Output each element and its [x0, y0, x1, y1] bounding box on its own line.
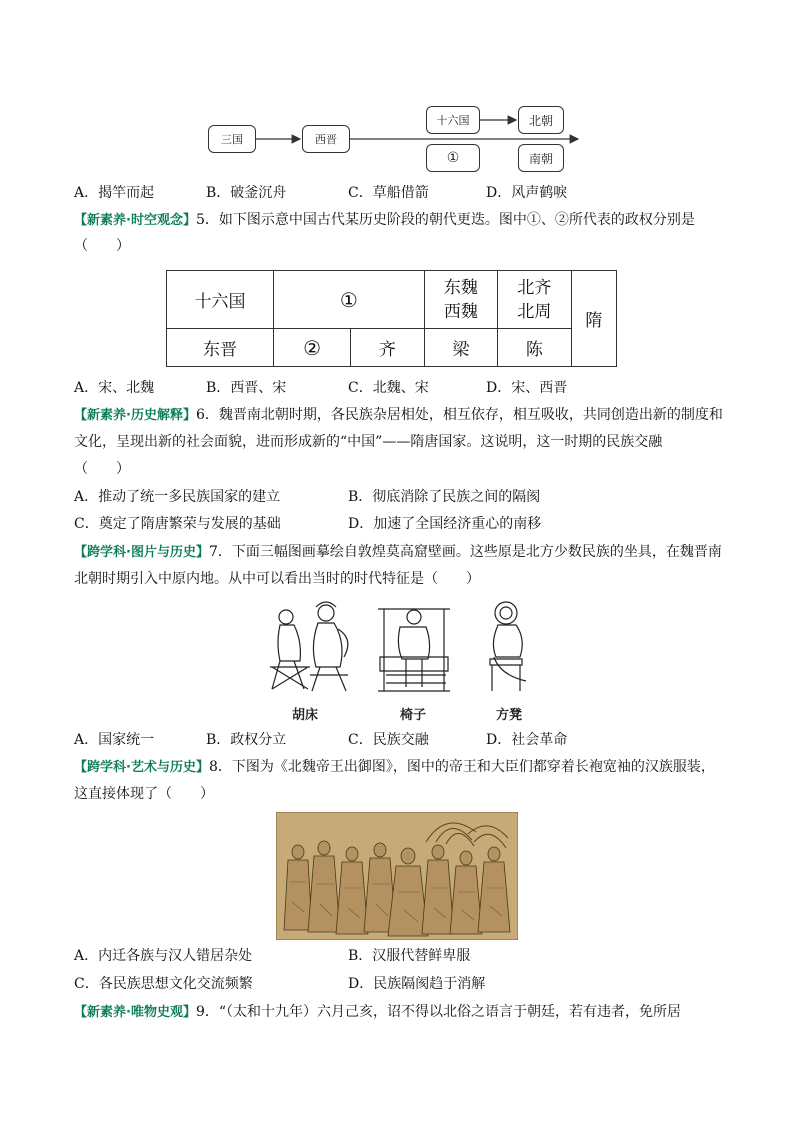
flow-box-beichao: 北朝: [518, 106, 564, 134]
q4-option-b: B．破釜沉舟: [206, 185, 287, 201]
huchuang-drawing: [270, 602, 348, 691]
cell-beiqi: 北齐: [517, 277, 552, 298]
cell-chen: 陈: [498, 329, 572, 367]
flow-box-nanchao: 南朝: [518, 144, 564, 172]
q6-option-b: B．彻底消除了民族之间的隔阂: [348, 489, 541, 505]
q6-option-a: A．推动了统一多民族国家的建立: [74, 489, 281, 505]
q6-tag: 【新素养·历史解释】: [74, 408, 196, 423]
cell-dongwei-xiwei: [424, 271, 498, 329]
cell-shiliuguo: 十六国: [167, 271, 274, 329]
cell-xiwei: 西魏: [443, 301, 478, 322]
q5-option-d: D．宋、西晋: [486, 380, 568, 396]
q5-option-a: A．宋、北魏: [74, 380, 155, 396]
q7-option-b: B．政权分立: [206, 732, 287, 748]
q6-option-d: D．加速了全国经济重心的南移: [348, 516, 542, 532]
q5-question: [74, 210, 695, 231]
q8-option-d: D．民族隔阂趋于消解: [348, 976, 486, 992]
q4-option-a: A．揭竿而起: [74, 185, 155, 201]
cell-dongjin: 东晋: [167, 329, 274, 367]
q7-text-1: 7．下面三幅图画摹绘自敦煌莫高窟壁画。这些原是北方少数民族的坐具，在魏晋南: [208, 544, 722, 560]
flow-arrows: [0, 0, 794, 200]
q5-dynasty-table: [166, 270, 617, 367]
q7-tag: 【跨学科·图片与历史】: [74, 545, 209, 560]
beiwei-procession-image: [276, 812, 518, 940]
cell-circle2: ②: [273, 329, 350, 367]
q8-text-1: 8．下图为《北魏帝王出御图》，图中的帝王和大臣们都穿着长袍宽袖的汉族服装，: [208, 759, 715, 775]
caption-fangdeng: 方凳: [496, 708, 523, 723]
q6-option-c: C．奠定了隋唐繁荣与发展的基础: [74, 516, 281, 532]
q8-option-a: A．内迁各族与汉人错居杂处: [74, 948, 253, 964]
q4-option-d: D．风声鹤唳: [486, 185, 568, 201]
q8-question-line2: 这直接体现了（ ）: [74, 786, 214, 802]
q5-paren: （ ）: [74, 238, 130, 254]
q9-tag: 【新素养·唯物史观】: [74, 1005, 196, 1020]
q5-option-c: C．北魏、宋: [348, 380, 429, 396]
cell-beizhou: 北周: [517, 301, 552, 322]
q8-option-b: B．汉服代替鲜卑服: [348, 948, 471, 964]
fangdeng-drawing: [490, 602, 526, 691]
mural-drawings: [250, 595, 550, 705]
q6-text-1: 6．魏晋南北朝时期，各民族杂居相处，相互依存，相互吸收，共同创造出新的制度和: [195, 407, 723, 423]
q5-text: 5．如下图示意中国古代某历史阶段的朝代更迭。图中①、②所代表的政权分别是: [195, 212, 695, 228]
q9-text: 9．“（太和十九年）六月己亥，诏不得以北俗之语言于朝廷，若有违者，免所居: [195, 1004, 682, 1020]
q6-paren: （ ）: [74, 461, 130, 477]
cell-sui: 隋: [571, 271, 616, 367]
q7-option-d: D．社会革命: [486, 732, 568, 748]
cell-qi: 齐: [351, 329, 425, 367]
q7-option-a: A．国家统一: [74, 732, 155, 748]
cell-liang: 梁: [424, 329, 498, 367]
q4-option-c: C．草船借箭: [348, 185, 429, 201]
q6-question-line2: 文化，呈现出新的社会面貌，进而形成新的“中国”——隋唐国家。这说明，这一时期的民族交融: [74, 434, 663, 450]
q8-question-line1: [74, 757, 715, 778]
q8-option-c: C．各民族思想文化交流频繁: [74, 976, 253, 992]
cell-circle1: ①: [273, 271, 424, 329]
flow-box-xijin: 西晋: [302, 125, 350, 153]
flow-box-circle1: ①: [426, 144, 480, 172]
flow-box-sanguo: 三国: [208, 125, 256, 153]
q7-option-c: C．民族交融: [348, 732, 429, 748]
q6-question-line1: [74, 405, 723, 426]
q9-question: [74, 1002, 681, 1023]
cell-beiqi-beizhou: [498, 271, 572, 329]
cell-dongwei: 东魏: [443, 277, 478, 298]
q8-tag: 【跨学科·艺术与历史】: [74, 760, 209, 775]
q5-option-b: B．西晋、宋: [206, 380, 287, 396]
q5-tag: 【新素养·时空观念】: [74, 213, 196, 228]
q7-question-line1: [74, 542, 722, 563]
flow-box-shiliuguo: 十六国: [426, 106, 480, 134]
caption-yizi: 椅子: [400, 708, 427, 723]
yizi-drawing: [378, 609, 450, 691]
q7-question-line2: 北朝时期引入中原内地。从中可以看出当时的时代特征是（ ）: [74, 571, 480, 587]
caption-huchuang: 胡床: [292, 708, 319, 723]
